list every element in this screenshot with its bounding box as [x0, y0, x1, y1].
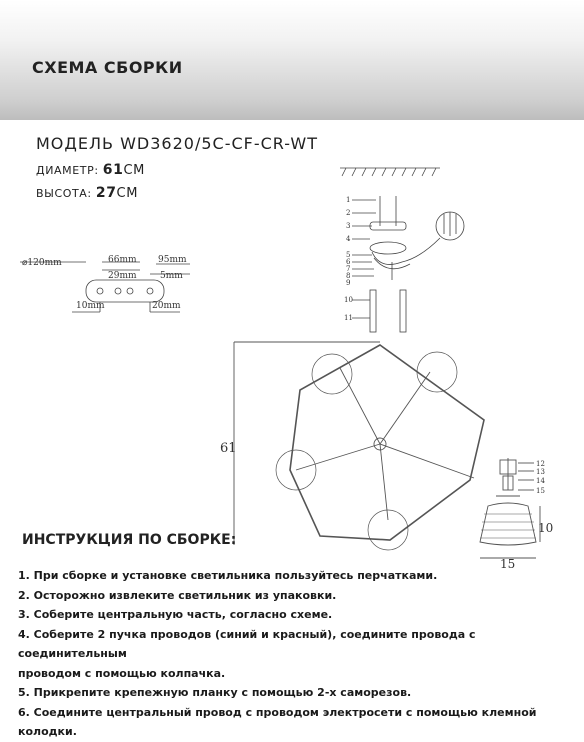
dim-20: 20mm — [152, 301, 181, 311]
dim-95: 95mm — [158, 255, 187, 265]
part-number: 2 — [346, 209, 351, 217]
chandelier-drawing — [234, 342, 540, 558]
dim-diameter: ⌀120mm — [22, 258, 62, 268]
instructions-title: ИНСТРУКЦИЯ ПО СБОРКЕ: — [22, 532, 237, 548]
exploded-parts — [340, 168, 464, 332]
instruction-step: 5. Прикрепите крепежную планку с помощью 2-х саморезов. — [18, 686, 412, 699]
dim-29: 29mm — [108, 271, 137, 281]
dim-5: 5mm — [160, 271, 183, 281]
instruction-step: 4. Соберите 2 пучка проводов (синий и красный), соедините провода с соединительным — [18, 627, 476, 660]
spec-label: ВЫСОТА: — [36, 187, 92, 200]
dim-10: 10mm — [76, 301, 105, 311]
instruction-step: 3. Соберите центральную часть, согласно схеме. — [18, 608, 333, 621]
part-number: 3 — [346, 222, 351, 230]
dim-height-label: 61 — [220, 441, 237, 456]
part-number: 7 — [346, 265, 351, 273]
part-number: 4 — [346, 235, 351, 243]
spec-value: 27 — [95, 185, 117, 201]
instruction-step: проводом с помощью колпачка. — [18, 666, 226, 680]
spec-unit: СМ — [116, 186, 139, 201]
part-number: 12 — [536, 460, 545, 468]
instructions-list — [18, 566, 578, 742]
dim-lamp-width: 15 — [500, 557, 516, 571]
part-number: 1 — [346, 196, 351, 204]
part-number: 14 — [536, 477, 545, 485]
part-number: 5 — [346, 251, 351, 259]
model-code: WD3620/5C-CF-CR-WT — [120, 134, 318, 153]
spec-value: 61 — [102, 162, 124, 178]
instruction-step: 1. При сборке и установке светильника пользуйтесь перчатками. — [18, 569, 438, 582]
part-number: 8 — [346, 272, 351, 280]
part-number: 6 — [346, 258, 351, 266]
spec-unit: СМ — [123, 163, 145, 178]
spec-label: ДИАМЕТР: — [36, 164, 99, 177]
part-number: 11 — [344, 314, 353, 322]
part-number: 15 — [536, 487, 545, 495]
page-title: СХЕМА СБОРКИ — [32, 58, 183, 77]
part-number: 13 — [536, 468, 545, 476]
instruction-step: 2. Осторожно извлеките светильник из упаковки. — [18, 588, 337, 602]
part-number: 10 — [344, 296, 353, 304]
model-label: МОДЕЛЬ — [36, 134, 115, 153]
dim-66: 66mm — [108, 255, 137, 265]
part-number: 9 — [346, 279, 351, 287]
dim-lamp-height: 10 — [538, 521, 554, 535]
instruction-step: 6. Соедините центральный провод с проводом электросети с помощью клемной колодки. — [18, 705, 537, 738]
